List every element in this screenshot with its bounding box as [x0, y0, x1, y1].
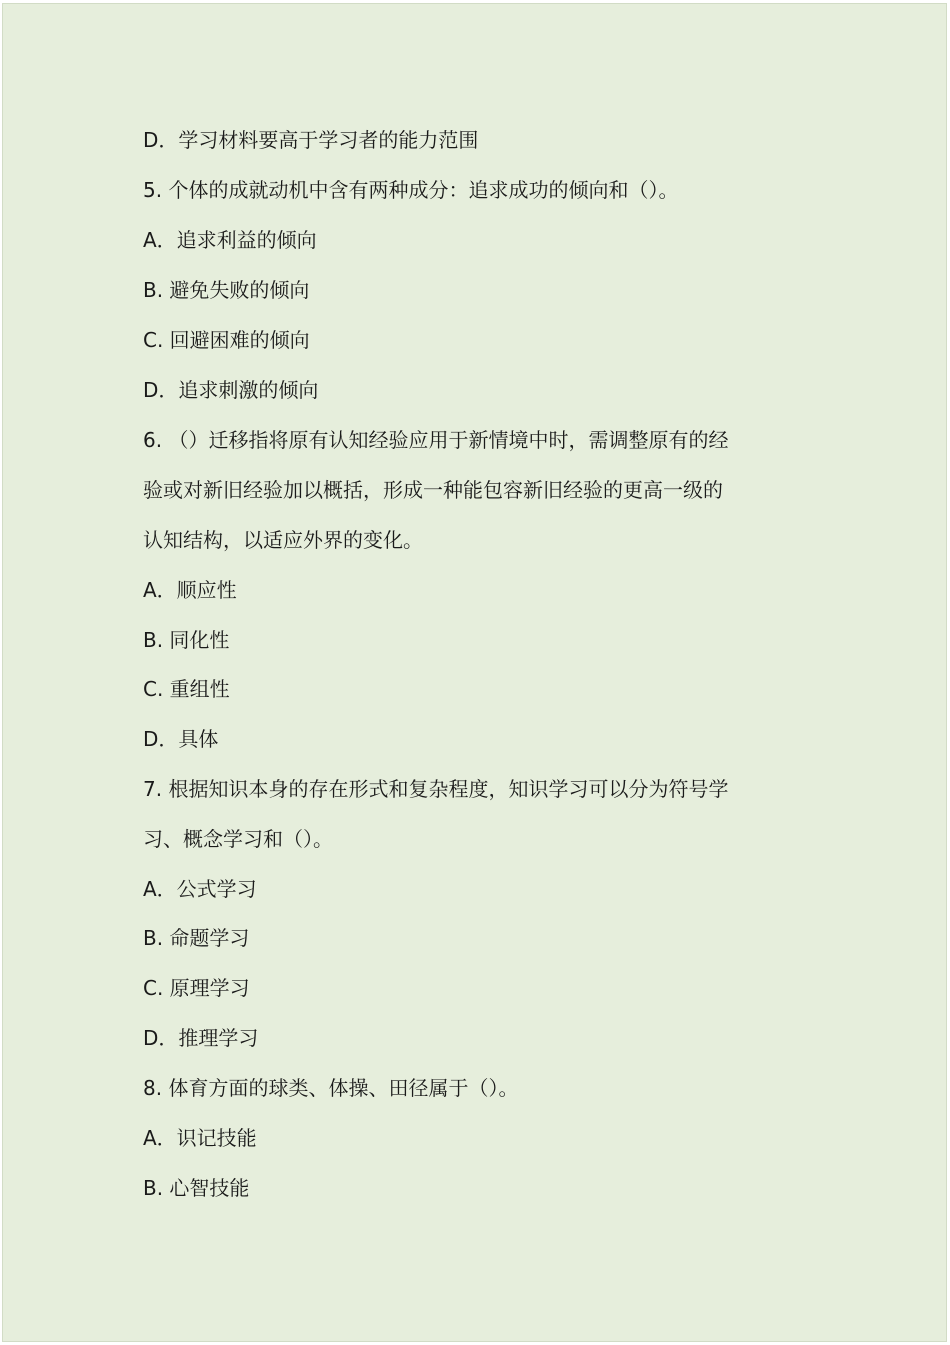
q6-question-line-3: 认知结构，以适应外界的变化。 — [143, 528, 423, 552]
q6-option-d: D．具体 — [143, 727, 219, 751]
q7-option-c: C. 原理学习 — [143, 976, 250, 1000]
q6-option-c: C. 重组性 — [143, 677, 230, 701]
q5-question: 5. 个体的成就动机中含有两种成分：追求成功的倾向和（）。 — [143, 178, 679, 202]
q4-option-d: D．学习材料要高于学习者的能力范围 — [143, 128, 479, 152]
q8-option-b: B. 心智技能 — [143, 1176, 250, 1200]
q8-question: 8. 体育方面的球类、体操、田径属于（）。 — [143, 1076, 519, 1100]
q6-question-line-2: 验或对新旧经验加以概括，形成一种能包容新旧经验的更高一级的 — [143, 478, 723, 502]
q7-question-line-2: 习、概念学习和（）。 — [143, 827, 333, 851]
q6-question-line-1: 6. （）迁移指将原有认知经验应用于新情境中时，需调整原有的经 — [143, 428, 729, 452]
q5-option-d: D．追求刺激的倾向 — [143, 378, 319, 402]
q7-question-line-1: 7. 根据知识本身的存在形式和复杂程度，知识学习可以分为符号学 — [143, 777, 729, 801]
q5-option-b: B. 避免失败的倾向 — [143, 278, 310, 302]
q6-option-a: A．顺应性 — [143, 578, 237, 602]
q6-option-b: B. 同化性 — [143, 628, 230, 652]
q5-option-c: C. 回避困难的倾向 — [143, 328, 310, 352]
q7-option-a: A．公式学习 — [143, 877, 257, 901]
q7-option-d: D．推理学习 — [143, 1026, 259, 1050]
q8-option-a: A．识记技能 — [143, 1126, 257, 1150]
q7-option-b: B. 命题学习 — [143, 926, 250, 950]
q5-option-a: A．追求利益的倾向 — [143, 228, 317, 252]
